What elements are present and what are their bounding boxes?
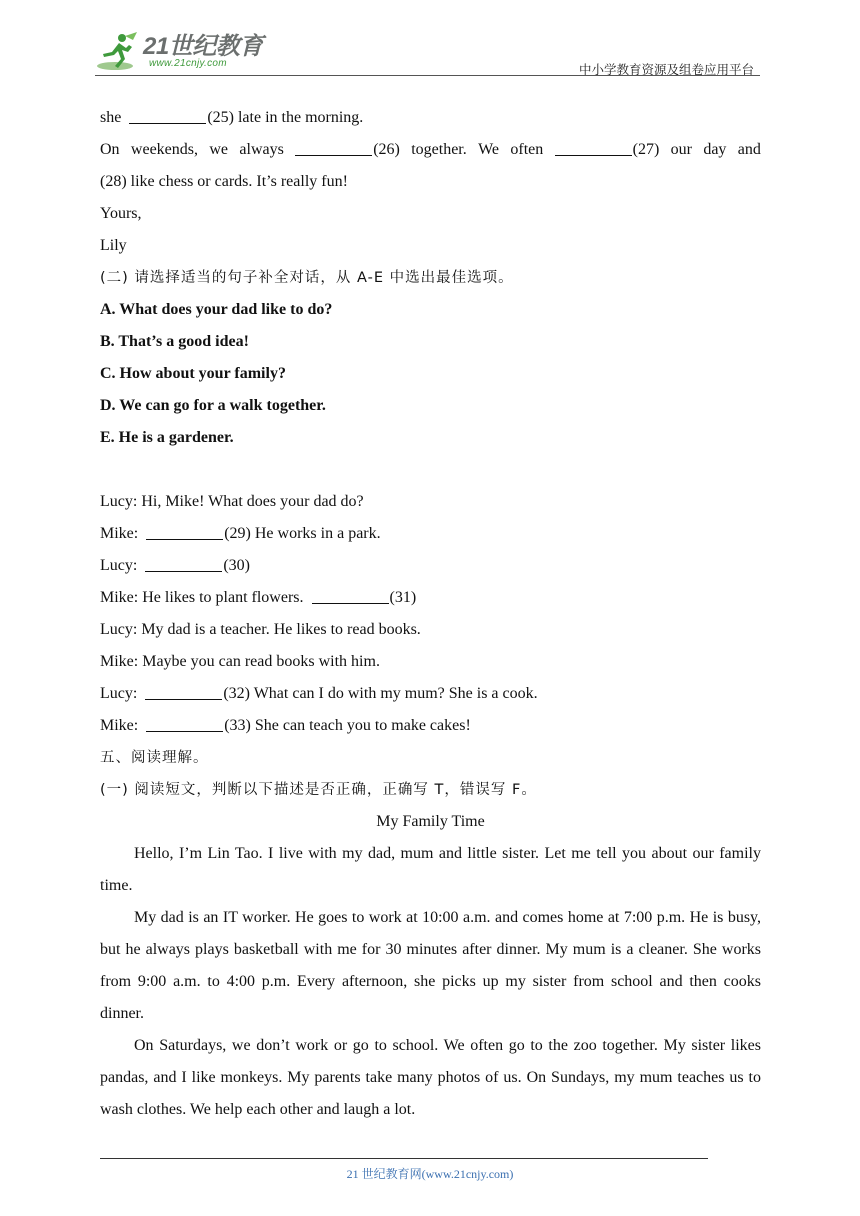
header-divider [95, 75, 760, 76]
answer-blank-27[interactable] [555, 139, 632, 156]
dialogue-line [100, 582, 761, 614]
dialogue-line [100, 678, 761, 710]
document-body [100, 102, 761, 1126]
footer-divider [100, 1158, 708, 1159]
answer-blank-25[interactable] [129, 107, 206, 124]
passage-paragraph: Hello, I’m Lin Tao. I live with my dad, mum and little sister. Let me tell you about our family time. [100, 845, 761, 894]
section-5-instruction: (一) 阅读短文，判断以下描述是否正确，正确写 T，错误写 F。 [100, 782, 537, 798]
dialogue-line: Lucy: Hi, Mike! What does your dad do? [100, 493, 364, 510]
text: (32) What can I do with my mum? She is a cook. [223, 685, 538, 702]
letter-line [100, 134, 761, 166]
word: We [478, 141, 500, 158]
dialogue-line [100, 550, 761, 582]
answer-blank-30[interactable] [145, 555, 222, 572]
word: we [209, 141, 229, 158]
speaker: Lucy: [100, 557, 138, 574]
runner-logo-icon [95, 32, 139, 72]
word: our [670, 141, 692, 158]
text: she [100, 109, 122, 126]
letter-line: (28) like chess or cards. It’s really fun! [100, 173, 348, 190]
word: weekends, [130, 141, 199, 158]
platform-tagline: 中小学教育资源及组卷应用平台 [578, 62, 754, 77]
word: day [703, 141, 727, 158]
letter-signature: Lily [100, 237, 127, 254]
word: often [510, 141, 544, 158]
answer-blank-33[interactable] [146, 715, 223, 732]
word: On [100, 141, 120, 158]
footer-link[interactable]: 21 世纪教育网(www.21cnjy.com) [346, 1167, 514, 1181]
word: (26) [373, 141, 400, 158]
text: (33) She can teach you to make cakes! [224, 717, 471, 734]
logo-wordmark: 21世纪教育 [143, 33, 263, 60]
logo-url: www.21cnjy.com [149, 58, 227, 69]
word: always [239, 141, 284, 158]
answer-blank-32[interactable] [145, 683, 222, 700]
page-header [95, 30, 760, 78]
dialogue-line [100, 518, 761, 550]
answer-blank-29[interactable] [146, 523, 223, 540]
letter-closing: Yours, [100, 205, 142, 222]
text: (25) late in the morning. [207, 109, 364, 126]
speaker: Lucy: [100, 685, 138, 702]
option-e: E. He is a gardener. [100, 429, 234, 446]
option-c: C. How about your family? [100, 365, 286, 382]
spacer [100, 454, 761, 486]
dialogue-line: Mike: Maybe you can read books with him. [100, 653, 380, 670]
section-5-heading: 五、阅读理解。 [100, 750, 209, 766]
text: (29) He works in a park. [224, 525, 381, 542]
word: and [737, 141, 761, 158]
site-logo[interactable] [95, 32, 263, 72]
word: together. [411, 141, 467, 158]
option-a: A. What does your dad like to do? [100, 301, 333, 318]
text: Mike: He likes to plant flowers. [100, 589, 304, 606]
dialogue-line [100, 710, 761, 742]
text: (30) [223, 557, 250, 574]
dialogue-line: Lucy: My dad is a teacher. He likes to read books. [100, 621, 421, 638]
answer-blank-31[interactable] [312, 587, 389, 604]
option-d: D. We can go for a walk together. [100, 397, 326, 414]
passage-paragraph: My dad is an IT worker. He goes to work at 10:00 a.m. and comes home at 7:00 p.m. He is busy, but he always plays basketball with me for 30 minutes after dinner. My mum is a cleaner. She works from 9:00 a.m. to 4:00 p.m. Every afternoon, she picks up my sister from school and then cooks dinner. [100, 909, 761, 1022]
speaker: Mike: [100, 717, 139, 734]
text: (31) [389, 589, 417, 606]
section-2-instruction: (二) 请选择适当的句子补全对话，从 A-E 中选出最佳选项。 [100, 270, 514, 286]
passage-paragraph: On Saturdays, we don’t work or go to school. We often go to the zoo together. My sister likes pandas, and I like monkeys. My parents take many photos of us. On Sundays, my mum teaches us to wash clothes. We help each other and laugh a lot. [100, 1037, 761, 1118]
answer-blank-26[interactable] [295, 139, 372, 156]
letter-line [100, 102, 761, 134]
speaker: Mike: [100, 525, 139, 542]
word: (27) [632, 141, 660, 158]
option-b: B. That’s a good idea! [100, 333, 249, 350]
passage-title: My Family Time [376, 813, 485, 830]
